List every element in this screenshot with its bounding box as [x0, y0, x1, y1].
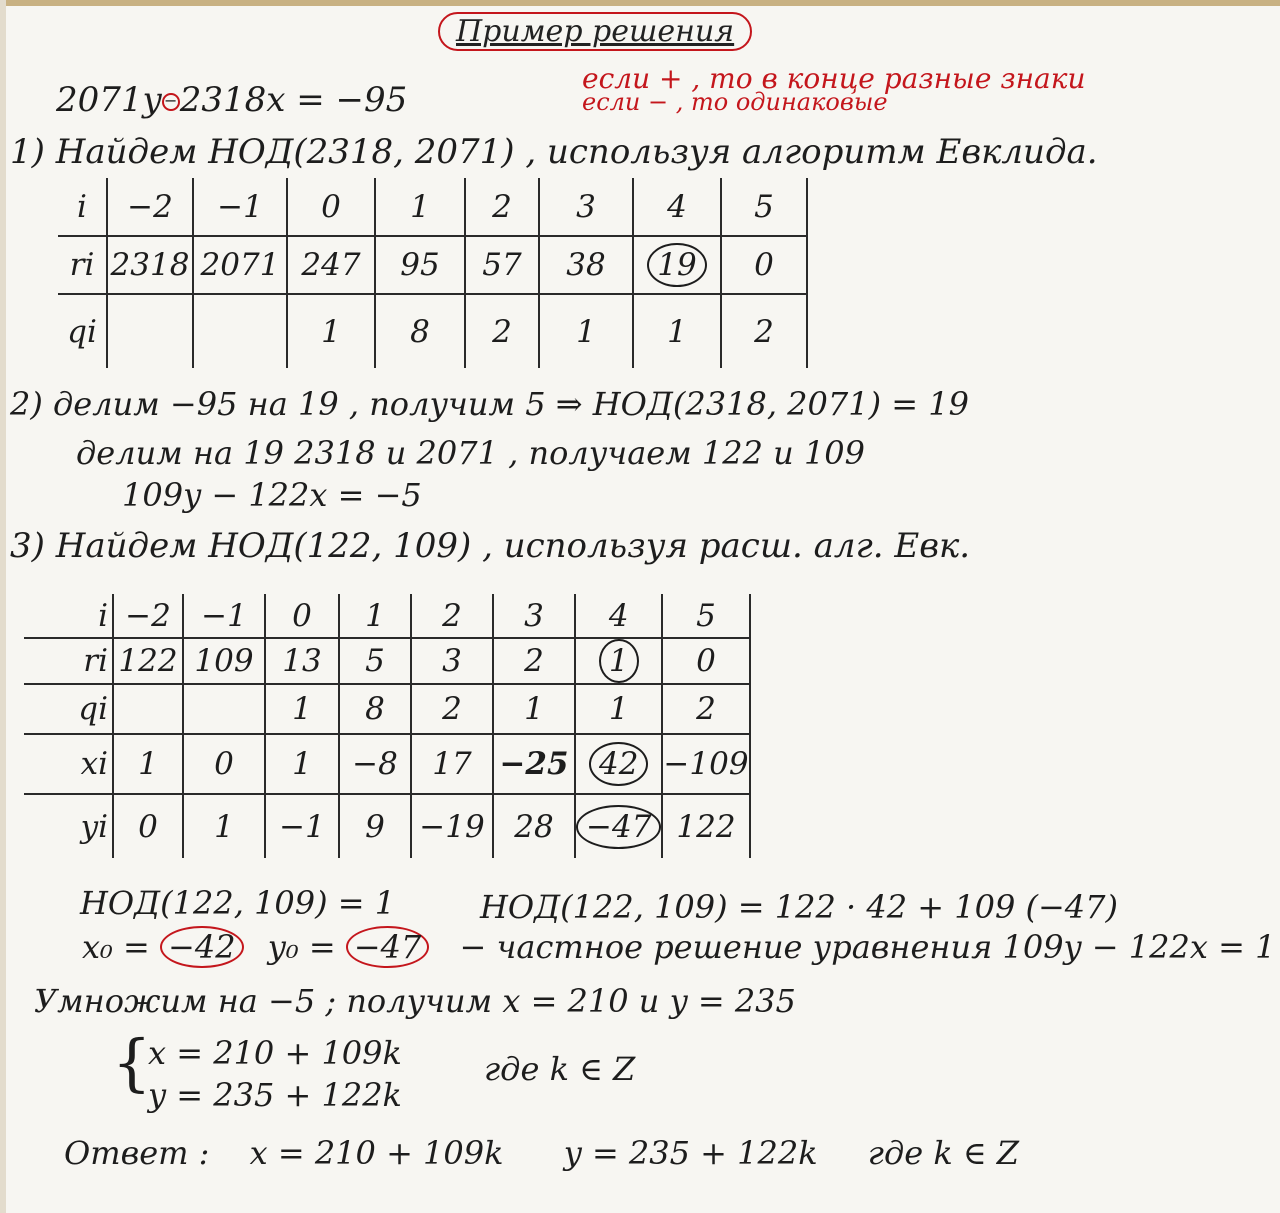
table-cell: 2 [465, 178, 539, 236]
rule-minus: если − , то одинаковые [582, 88, 888, 116]
table-row [24, 794, 750, 858]
x0-circle: −42 [160, 926, 244, 968]
table-cell [633, 236, 721, 294]
y-coefficient-circle: −47 [576, 805, 661, 849]
step-2-line-3: 109y − 122x = −5 [122, 476, 422, 514]
table-cell: 17 [411, 734, 493, 794]
table-cell: −1 [265, 794, 339, 858]
table-cell: 0 [183, 734, 265, 794]
table-cell: 9 [339, 794, 411, 858]
table-cell: 1 [113, 734, 183, 794]
table-cell: −1 [193, 178, 287, 236]
table-cell: 2 [493, 638, 575, 684]
table-cell: 1 [265, 734, 339, 794]
operator-circle: − [162, 93, 180, 111]
table-cell: −2 [113, 594, 183, 638]
table-cell: −8 [339, 734, 411, 794]
gcd-circle: 1 [599, 639, 639, 683]
step-3-heading: 3) Найдем НОД(122, 109) , используя расш. алг. Евк. [10, 526, 971, 566]
table-cell: i [58, 178, 107, 236]
multiply-line: Умножим на −5 ; получим x = 210 и y = 235 [34, 982, 796, 1020]
table-cell: 5 [662, 594, 749, 638]
table-cell: 2 [411, 594, 493, 638]
table-cell: −25 [493, 734, 575, 794]
table-cell [107, 294, 193, 368]
gcd-result: НОД(122, 109) = 1 [80, 884, 396, 922]
table-cell: 2 [465, 294, 539, 368]
table-cell: 1 [493, 684, 575, 734]
table-cell: 2318 [107, 236, 193, 294]
paper-top-edge [0, 0, 1280, 6]
system-where: где k ∈ Z [484, 1050, 636, 1088]
answer-line: Ответ : x = 210 + 109k y = 235 + 122k где k ∈ Z [64, 1134, 1020, 1172]
table-cell: 4 [633, 178, 721, 236]
table-cell: 38 [539, 236, 633, 294]
table-cell: 1 [539, 294, 633, 368]
table-cell [575, 638, 662, 684]
table-cell: 1 [339, 594, 411, 638]
gcd-circle: 19 [647, 243, 706, 287]
table-cell: 0 [265, 594, 339, 638]
system-y: y = 235 + 122k [148, 1076, 402, 1114]
table-row [24, 594, 750, 638]
row-label: ri [24, 638, 113, 684]
table-cell: 95 [375, 236, 465, 294]
table-row [58, 236, 807, 294]
x-coefficient-circle: 42 [589, 742, 648, 786]
table-cell [575, 734, 662, 794]
table-cell [183, 684, 265, 734]
euclid-table-1 [58, 178, 808, 368]
table-cell: 247 [287, 236, 375, 294]
table-cell: 122 [113, 638, 183, 684]
table-cell: 57 [465, 236, 539, 294]
table-cell: 0 [662, 638, 749, 684]
table-row [58, 294, 807, 368]
table-row [24, 638, 750, 684]
step-2-line-2: делим на 19 2318 и 2071 , получаем 122 и 109 [76, 434, 866, 472]
table-cell [193, 294, 287, 368]
row-label: yi [24, 794, 113, 858]
table-cell: 2 [721, 294, 807, 368]
step-2-line-1: 2) делим −95 на 19 , получим 5 ⇒ НОД(2318, 2071) = 19 [10, 385, 969, 423]
table-cell [113, 684, 183, 734]
table-cell: 3 [411, 638, 493, 684]
table-cell: 122 [662, 794, 749, 858]
rule-plus: если + , то в конце разные знаки [582, 62, 1086, 95]
y0-circle: −47 [346, 926, 430, 968]
equation: 2071y −2318x = −95 [56, 80, 408, 120]
euclid-table-2 [24, 594, 751, 858]
table-row [24, 684, 750, 734]
table-cell: 1 [375, 178, 465, 236]
table-cell: 5 [339, 638, 411, 684]
row-label: xi [24, 734, 113, 794]
table-cell: 28 [493, 794, 575, 858]
table-cell: 2 [662, 684, 749, 734]
table-cell: −109 [662, 734, 749, 794]
step-1-heading: 1) Найдем НОД(2318, 2071) , используя алгоритм Евклида. [10, 132, 1098, 172]
table-cell: 13 [265, 638, 339, 684]
table-cell: 1 [633, 294, 721, 368]
table-cell: 2071 [193, 236, 287, 294]
table-cell: 8 [375, 294, 465, 368]
particular-solution-line: x₀ = −42 y₀ = −47 − частное решение уравнения 109y − 122x = 1 [82, 928, 1276, 966]
paper-left-edge [0, 0, 6, 1213]
table-cell: 1 [265, 684, 339, 734]
table-cell: −19 [411, 794, 493, 858]
system-x: x = 210 + 109k [148, 1034, 402, 1072]
table-cell: 3 [539, 178, 633, 236]
page-title: Пример решения [438, 12, 752, 51]
system-brace: { [112, 1026, 152, 1099]
table-cell: 1 [287, 294, 375, 368]
table-cell: 0 [113, 794, 183, 858]
table-cell: 2 [411, 684, 493, 734]
table-cell: i [24, 594, 113, 638]
row-label: qi [24, 684, 113, 734]
table-cell: 4 [575, 594, 662, 638]
table-cell: 3 [493, 594, 575, 638]
table-row [24, 734, 750, 794]
row-label: qi [58, 294, 107, 368]
table-cell: 8 [339, 684, 411, 734]
table-cell: 5 [721, 178, 807, 236]
gcd-linear-combination: НОД(122, 109) = 122 · 42 + 109 (−47) [480, 888, 1118, 926]
row-label: ri [58, 236, 107, 294]
table-cell: 1 [575, 684, 662, 734]
table-cell: 0 [287, 178, 375, 236]
table-cell: 0 [721, 236, 807, 294]
table-row [58, 178, 807, 236]
table-cell: −1 [183, 594, 265, 638]
table-cell: −2 [107, 178, 193, 236]
table-cell: 109 [183, 638, 265, 684]
table-cell [575, 794, 662, 858]
table-cell: 1 [183, 794, 265, 858]
